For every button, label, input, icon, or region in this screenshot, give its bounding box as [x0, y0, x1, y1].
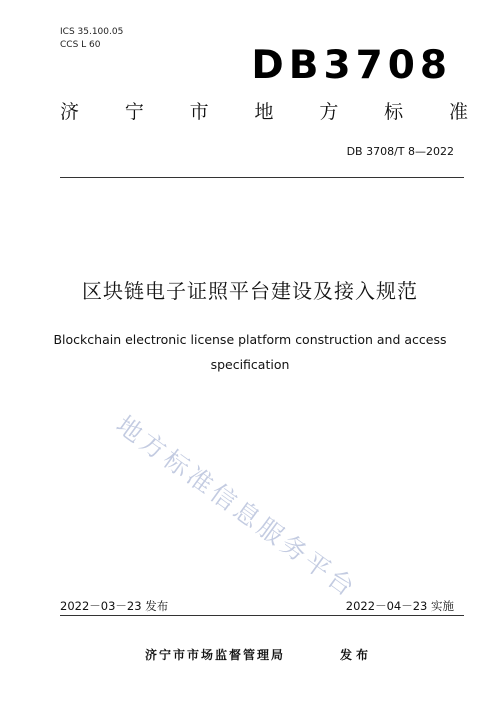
ccs-code: CCS L 60 — [60, 40, 101, 50]
bottom-divider — [60, 615, 464, 616]
issuer-banner-char: 济 — [60, 101, 80, 123]
issuer-banner-char: 准 — [448, 101, 468, 123]
issuer-banner — [60, 100, 468, 124]
watermark: 地方标准信息服务平台 — [110, 410, 363, 604]
ics-code: ICS 35.100.05 — [60, 27, 124, 37]
publish-label: 发布 — [340, 648, 373, 662]
issuer-banner-char: 地 — [254, 101, 274, 123]
publish-date: 2022－03－23 发布 — [60, 599, 169, 613]
top-divider — [60, 177, 464, 178]
issuer-banner-char: 市 — [189, 101, 209, 123]
standard-code-logo: DB3708 — [251, 43, 452, 88]
issuer-banner-char: 标 — [384, 101, 404, 123]
issuing-authority: 济宁市市场监督管理局 — [145, 648, 286, 662]
standard-number: DB 3708/T 8—2022 — [346, 145, 454, 158]
issuer-banner-char: 方 — [319, 101, 339, 123]
issuer-banner-char: 宁 — [124, 101, 144, 123]
implementation-date: 2022－04－23 实施 — [345, 599, 454, 613]
title-english: Blockchain electronic license platform construction and access specification — [53, 332, 447, 372]
title-chinese: 区块链电子证照平台建设及接入规范 — [82, 279, 418, 303]
